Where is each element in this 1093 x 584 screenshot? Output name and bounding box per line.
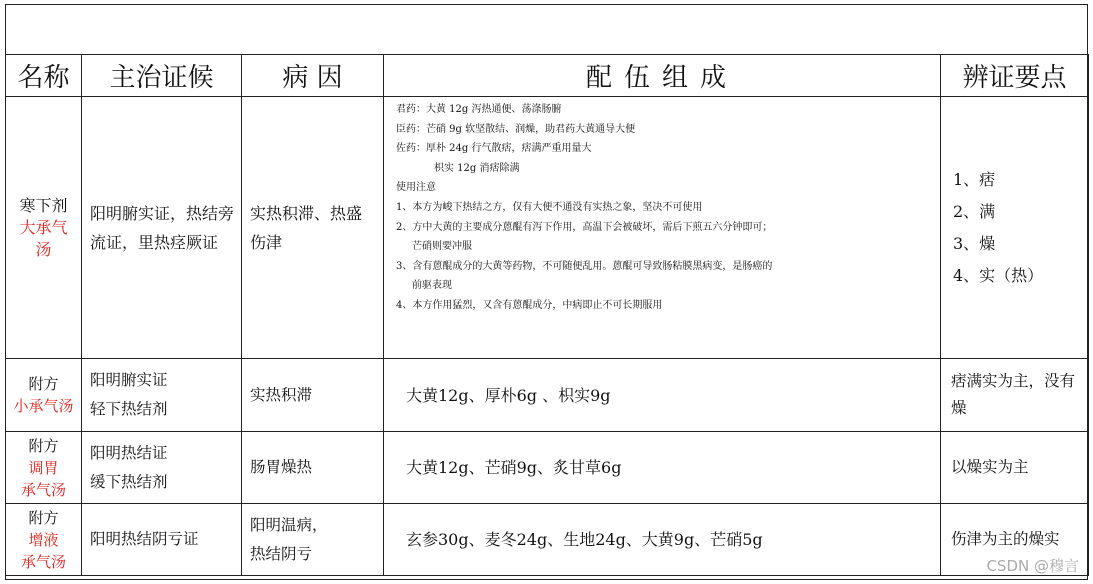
indication-line: 阳明热结阴亏证 (90, 530, 199, 548)
formula-name: 大承气 (19, 217, 68, 237)
sub-indication (82, 432, 242, 504)
formula-name: 小承气汤 (13, 397, 74, 415)
sub-cause (242, 359, 384, 432)
main-composition (384, 97, 941, 359)
key-point: 1、痞 (953, 169, 996, 189)
cause-line: 实热积滞 (250, 385, 313, 404)
header-row (6, 55, 1089, 97)
formula-name-end: 汤 (35, 239, 52, 259)
formula-name-end: 承气汤 (20, 552, 66, 571)
sub-composition: 大黄12g、芒硝9g、炙甘草6g (384, 432, 941, 504)
appendix-label: 附方 (28, 375, 59, 393)
main-key-points (941, 97, 1089, 359)
header-composition: 配伍组成 (384, 55, 941, 97)
cause-line: 阳明温病， (250, 515, 328, 534)
table-row (6, 432, 1089, 504)
note-line: 4、本方作用猛烈，又含有蒽醌成分，中病即止不可长期服用 (396, 299, 663, 311)
table-row (6, 359, 1089, 432)
sub-formula-name (6, 504, 82, 576)
sub-key-points: 伤津为主的燥实 (941, 504, 1089, 576)
indication-line: 阳明腑实证 (90, 371, 168, 389)
header-cause: 病 因 (242, 55, 384, 97)
sub-composition: 玄参30g、麦冬24g、生地24g、大黄9g、芒硝5g (384, 504, 941, 576)
header-key-points: 辨证要点 (941, 55, 1089, 97)
composition-line: 枳实 12g 消痞除满 (434, 162, 520, 174)
category-label: 寒下剂 (19, 195, 68, 215)
appendix-label: 附方 (28, 436, 59, 455)
indication-line: 阳明热结证 (90, 443, 168, 462)
formula-table (5, 54, 1089, 576)
key-point: 2、满 (953, 201, 996, 221)
note-line: 前驱表现 (412, 280, 452, 292)
composition-line: 佐药：厚朴 24g 行气散痞，痞满严重用量大 (396, 143, 592, 155)
note-line: 芒硝则要冲服 (412, 241, 472, 253)
sub-cause (242, 432, 384, 504)
formula-name: 调胃 (28, 458, 59, 477)
table-row-main (6, 97, 1089, 359)
formula-name-end: 承气汤 (20, 480, 66, 499)
note-line: 3、含有蒽醌成分的大黄等药物，不可随便乱用。蒽醌可导致肠粘膜黑病变，是肠癌的 (396, 260, 773, 272)
cause-line: 肠胃燥热 (250, 458, 313, 476)
key-point: 4、实（热） (953, 265, 1044, 285)
notes-title: 使用注意 (396, 182, 436, 194)
indication-line: 缓下热结剂 (90, 472, 168, 491)
main-indication: 阳明腑实证，热结旁流证，里热痉厥证 (82, 97, 242, 359)
cause-line: 热结阴亏 (250, 544, 313, 563)
sub-formula-name (6, 359, 82, 432)
note-line: 2、方中大黄的主要成分蒽醌有泻下作用，高温下会被破坏，需后下煎五六分钟即可； (396, 221, 773, 233)
header-name: 名称 (6, 55, 82, 97)
main-formula-name (6, 97, 82, 359)
header-indication: 主治证候 (82, 55, 242, 97)
formula-name: 增液 (28, 530, 59, 549)
composition-line: 君药：大黄 12g 泻热通便、荡涤肠腑 (396, 104, 562, 115)
sub-cause (242, 504, 384, 576)
main-cause: 实热积滞、热盛伤津 (242, 97, 384, 359)
appendix-label: 附方 (28, 508, 59, 527)
note-line: 1、本方为峻下热结之方，仅有大便不通没有实热之象，坚决不可使用 (396, 201, 703, 213)
table-row (6, 504, 1089, 576)
watermark: CSDN @穆言 (986, 557, 1079, 575)
sub-composition: 大黄12g、厚朴6g 、枳实9g (384, 359, 941, 432)
sub-indication (82, 504, 242, 576)
sub-formula-name (6, 432, 82, 504)
composition-line: 臣药：芒硝 9g 软坚散结、润燥，助君药大黄通导大便 (396, 123, 636, 135)
sub-indication (82, 359, 242, 432)
key-point: 3、燥 (953, 233, 996, 253)
sub-key-points: 以燥实为主 (941, 432, 1089, 504)
sub-key-points: 痞满实为主，没有燥 (941, 359, 1089, 432)
indication-line: 轻下热结剂 (90, 400, 168, 418)
